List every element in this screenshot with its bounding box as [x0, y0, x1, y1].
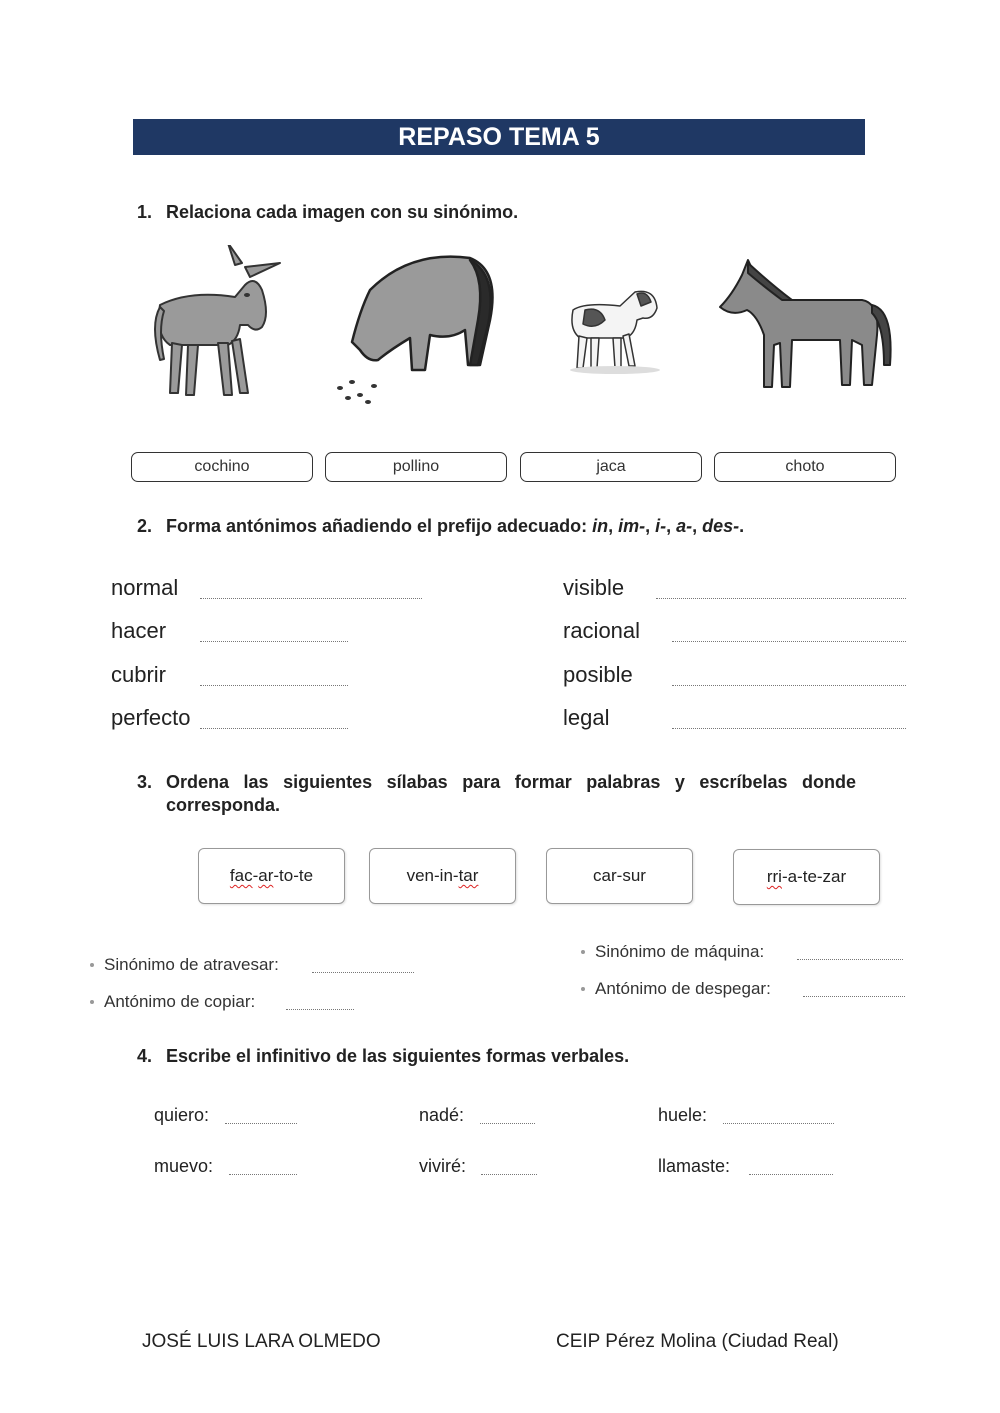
separator: ,: [692, 516, 703, 536]
answer-line[interactable]: [480, 1123, 535, 1124]
question-number: 4.: [137, 1046, 153, 1066]
question-text: [166, 516, 744, 537]
syllable-part: ven-in-: [406, 866, 459, 885]
syllable-box[interactable]: [369, 848, 516, 904]
answer-line[interactable]: [749, 1174, 833, 1175]
antonym-word: perfecto: [111, 705, 191, 730]
question-text: Relaciona cada imagen con su sinónimo.: [166, 202, 519, 222]
verb-form: llamaste:: [658, 1156, 731, 1176]
antonym-word: cubrir: [111, 662, 167, 687]
question-text-line-2: corresponda.: [166, 795, 281, 815]
syllable-part: rri: [766, 867, 782, 886]
answer-line[interactable]: [200, 641, 348, 642]
bullet-icon: [90, 1000, 94, 1004]
prefix-im: im-: [618, 516, 646, 536]
prefix-a: a-: [676, 516, 693, 536]
word-box-jaca[interactable]: jaca: [520, 452, 702, 482]
answer-line[interactable]: [200, 728, 348, 729]
separator: ,: [608, 516, 619, 536]
question-number: 2.: [137, 516, 153, 536]
answer-line[interactable]: [672, 685, 906, 686]
bullet-icon: [90, 963, 94, 967]
verb-form: muevo:: [154, 1156, 214, 1176]
bullet-icon: [581, 950, 585, 954]
verb-form: nadé:: [419, 1105, 465, 1125]
syllable-part: ar: [258, 866, 274, 885]
antonym-word: hacer: [111, 618, 167, 643]
antonym-word: racional: [563, 618, 641, 643]
syllable-box[interactable]: [733, 849, 880, 905]
syllable-box[interactable]: [546, 848, 693, 904]
prompt-antonym-copiar: [90, 992, 255, 1012]
prompt-text: Sinónimo de máquina:: [595, 942, 765, 961]
syllable-part: -: [252, 866, 259, 885]
answer-line[interactable]: [200, 598, 422, 599]
page-title: REPASO TEMA 5: [133, 119, 865, 155]
bullet-icon: [581, 987, 585, 991]
prompt-synonym-maquina: [581, 942, 764, 962]
question-number: 3.: [137, 772, 153, 792]
calf-picture: [565, 280, 665, 375]
answer-line[interactable]: [481, 1174, 537, 1175]
antonym-word: visible: [563, 575, 625, 600]
prefix-in: in: [592, 516, 609, 536]
prefix-i: i-: [655, 516, 667, 536]
word-box-pollino[interactable]: pollino: [325, 452, 507, 482]
syllable-part: -to-te: [273, 866, 314, 885]
pig-picture: [330, 250, 500, 405]
separator: ,: [645, 516, 656, 536]
answer-line[interactable]: [225, 1123, 297, 1124]
syllable-text: [230, 866, 313, 886]
answer-line[interactable]: [723, 1123, 834, 1124]
antonym-word: normal: [111, 575, 179, 600]
prompt-text: Antónimo de despegar:: [595, 979, 771, 998]
word-box-cochino[interactable]: cochino: [131, 452, 313, 482]
answer-line[interactable]: [656, 598, 906, 599]
verb-form: quiero:: [154, 1105, 210, 1125]
answer-line[interactable]: [229, 1174, 297, 1175]
word-box-choto[interactable]: choto: [714, 452, 896, 482]
prompt-antonym-despegar: [581, 979, 771, 999]
answer-line[interactable]: [797, 959, 903, 960]
verb-form: viviré:: [419, 1156, 467, 1176]
answer-line[interactable]: [803, 996, 905, 997]
syllable-part: tar: [458, 866, 479, 885]
syllable-text: [407, 866, 479, 886]
question-text-part: Forma antónimos añadiendo el prefijo adecuado:: [166, 516, 593, 536]
prefix-des: des-: [702, 516, 740, 536]
syllable-part: -a-te-zar: [781, 867, 847, 886]
separator: .: [739, 516, 745, 536]
footer-school: CEIP Pérez Molina (Ciudad Real): [556, 1331, 839, 1352]
answer-line[interactable]: [312, 972, 414, 973]
horse-picture: [712, 255, 897, 395]
syllable-part: fac: [229, 866, 253, 885]
verb-form: huele:: [658, 1105, 708, 1125]
question-number: 1.: [137, 202, 153, 222]
antonym-word: posible: [563, 662, 633, 687]
prompt-text: Antónimo de copiar:: [104, 992, 256, 1011]
question-3: [137, 772, 877, 820]
question-text: Escribe el infinitivo de las siguientes formas verbales.: [166, 1046, 630, 1066]
prompt-synonym-atravesar: [90, 955, 279, 975]
question-text-line-1: Ordena las siguientes sílabas para formar palabras y escríbelas donde: [166, 772, 856, 792]
answer-line[interactable]: [286, 1009, 354, 1010]
answer-line[interactable]: [672, 641, 906, 642]
donkey-picture: [150, 245, 290, 405]
answer-line[interactable]: [672, 728, 906, 729]
answer-line[interactable]: [200, 685, 348, 686]
syllable-text: car-sur: [593, 866, 646, 885]
antonym-word: legal: [563, 705, 610, 730]
syllable-box[interactable]: [198, 848, 345, 904]
prompt-text: Sinónimo de atravesar:: [104, 955, 279, 974]
separator: ,: [666, 516, 677, 536]
footer-author: JOSÉ LUIS LARA OLMEDO: [142, 1331, 381, 1352]
syllable-text: [767, 867, 846, 887]
